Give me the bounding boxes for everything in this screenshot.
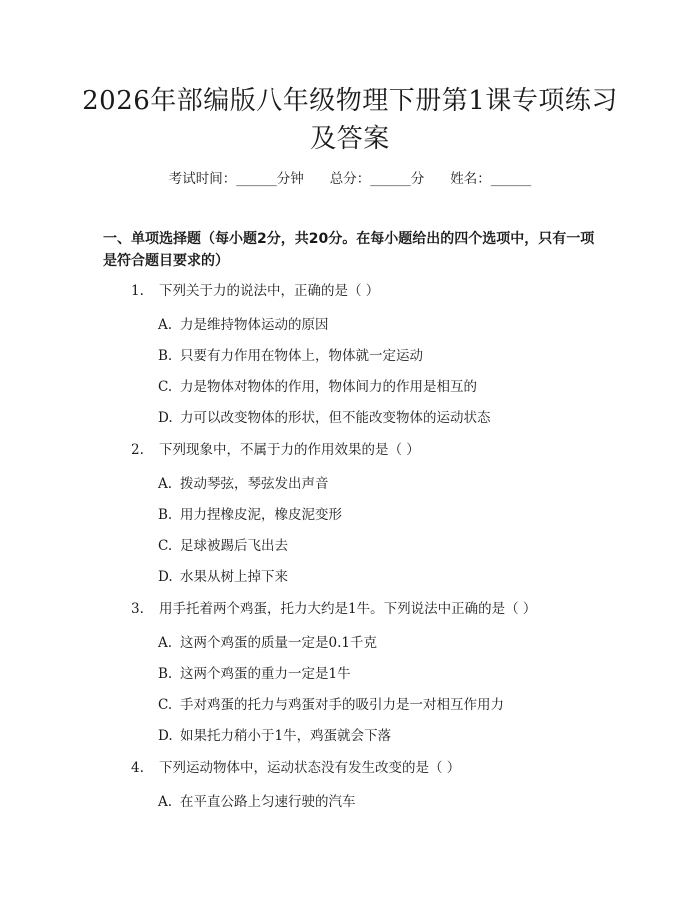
question-number: 3. [131, 601, 144, 617]
question-text: 下列运动物体中，运动状态没有发生改变的是（ ） [159, 760, 461, 776]
option-letter: C. [158, 538, 173, 554]
option-letter: D. [158, 569, 173, 585]
question-text: 下列关于力的说法中，正确的是（ ） [159, 283, 380, 299]
option-letter: B. [158, 348, 173, 364]
option-letter: B. [158, 507, 173, 523]
question-3-option-a [158, 634, 377, 652]
option-text: 拨动琴弦，琴弦发出声音 [180, 476, 329, 492]
option-text: 力是维持物体运动的原因 [180, 317, 329, 333]
question-number: 1. [131, 283, 144, 299]
question-2-option-a [158, 475, 329, 493]
option-letter: A. [158, 476, 173, 492]
option-text: 在平直公路上匀速行驶的汽车 [180, 794, 356, 810]
question-2 [131, 441, 420, 459]
exam-meta-line [0, 170, 700, 188]
option-text: 水果从树上掉下来 [180, 569, 288, 585]
option-text: 这两个鸡蛋的质量一定是0.1千克 [180, 635, 377, 651]
option-text: 用力捏橡皮泥，橡皮泥变形 [180, 507, 342, 523]
option-letter: C. [158, 697, 173, 713]
question-text: 用手托着两个鸡蛋，托力大约是1牛。下列说法中正确的是（ ） [159, 601, 537, 617]
question-2-option-b [158, 506, 342, 524]
name-label: 姓名：______ [450, 171, 532, 187]
exam-time-label: 考试时间：______分钟 [168, 171, 304, 187]
option-text: 力可以改变物体的形状，但不能改变物体的运动状态 [180, 410, 491, 426]
total-score-label: 总分：______分 [329, 171, 425, 187]
option-letter: A. [158, 635, 173, 651]
option-text: 这两个鸡蛋的重力一定是1牛 [180, 666, 351, 682]
question-2-option-c [158, 537, 288, 555]
question-3 [131, 600, 536, 618]
option-text: 足球被踢后飞出去 [180, 538, 288, 554]
question-text: 下列现象中，不属于力的作用效果的是（ ） [159, 442, 420, 458]
question-1-option-a [158, 316, 329, 334]
question-3-option-d [158, 727, 391, 745]
question-1 [131, 282, 379, 300]
option-letter: D. [158, 410, 173, 426]
question-3-option-b [158, 665, 351, 683]
option-text: 手对鸡蛋的托力与鸡蛋对手的吸引力是一对相互作用力 [180, 697, 504, 713]
option-letter: B. [158, 666, 173, 682]
question-2-option-d [158, 568, 288, 586]
option-letter: C. [158, 379, 173, 395]
question-1-option-b [158, 347, 423, 365]
question-3-option-c [158, 696, 504, 714]
option-letter: A. [158, 317, 173, 333]
question-1-option-d [158, 409, 491, 427]
option-text: 如果托力稍小于1牛，鸡蛋就会下落 [180, 728, 392, 744]
option-letter: D. [158, 728, 173, 744]
document-title: 2026年部编版八年级物理下册第1课专项练习及答案 [82, 86, 618, 154]
question-4 [131, 759, 460, 777]
section-heading-single-choice: 一、单项选择题（每小题2分，共20分。在每小题给出的四个选项中，只有一项是符合题目要求的） [103, 231, 595, 269]
question-4-option-a [158, 793, 356, 811]
option-text: 力是物体对物体的作用，物体间力的作用是相互的 [180, 379, 477, 395]
question-1-option-c [158, 378, 477, 396]
option-text: 只要有力作用在物体上，物体就一定运动 [180, 348, 423, 364]
question-number: 2. [131, 442, 144, 458]
option-letter: A. [158, 794, 173, 810]
question-number: 4. [131, 760, 144, 776]
